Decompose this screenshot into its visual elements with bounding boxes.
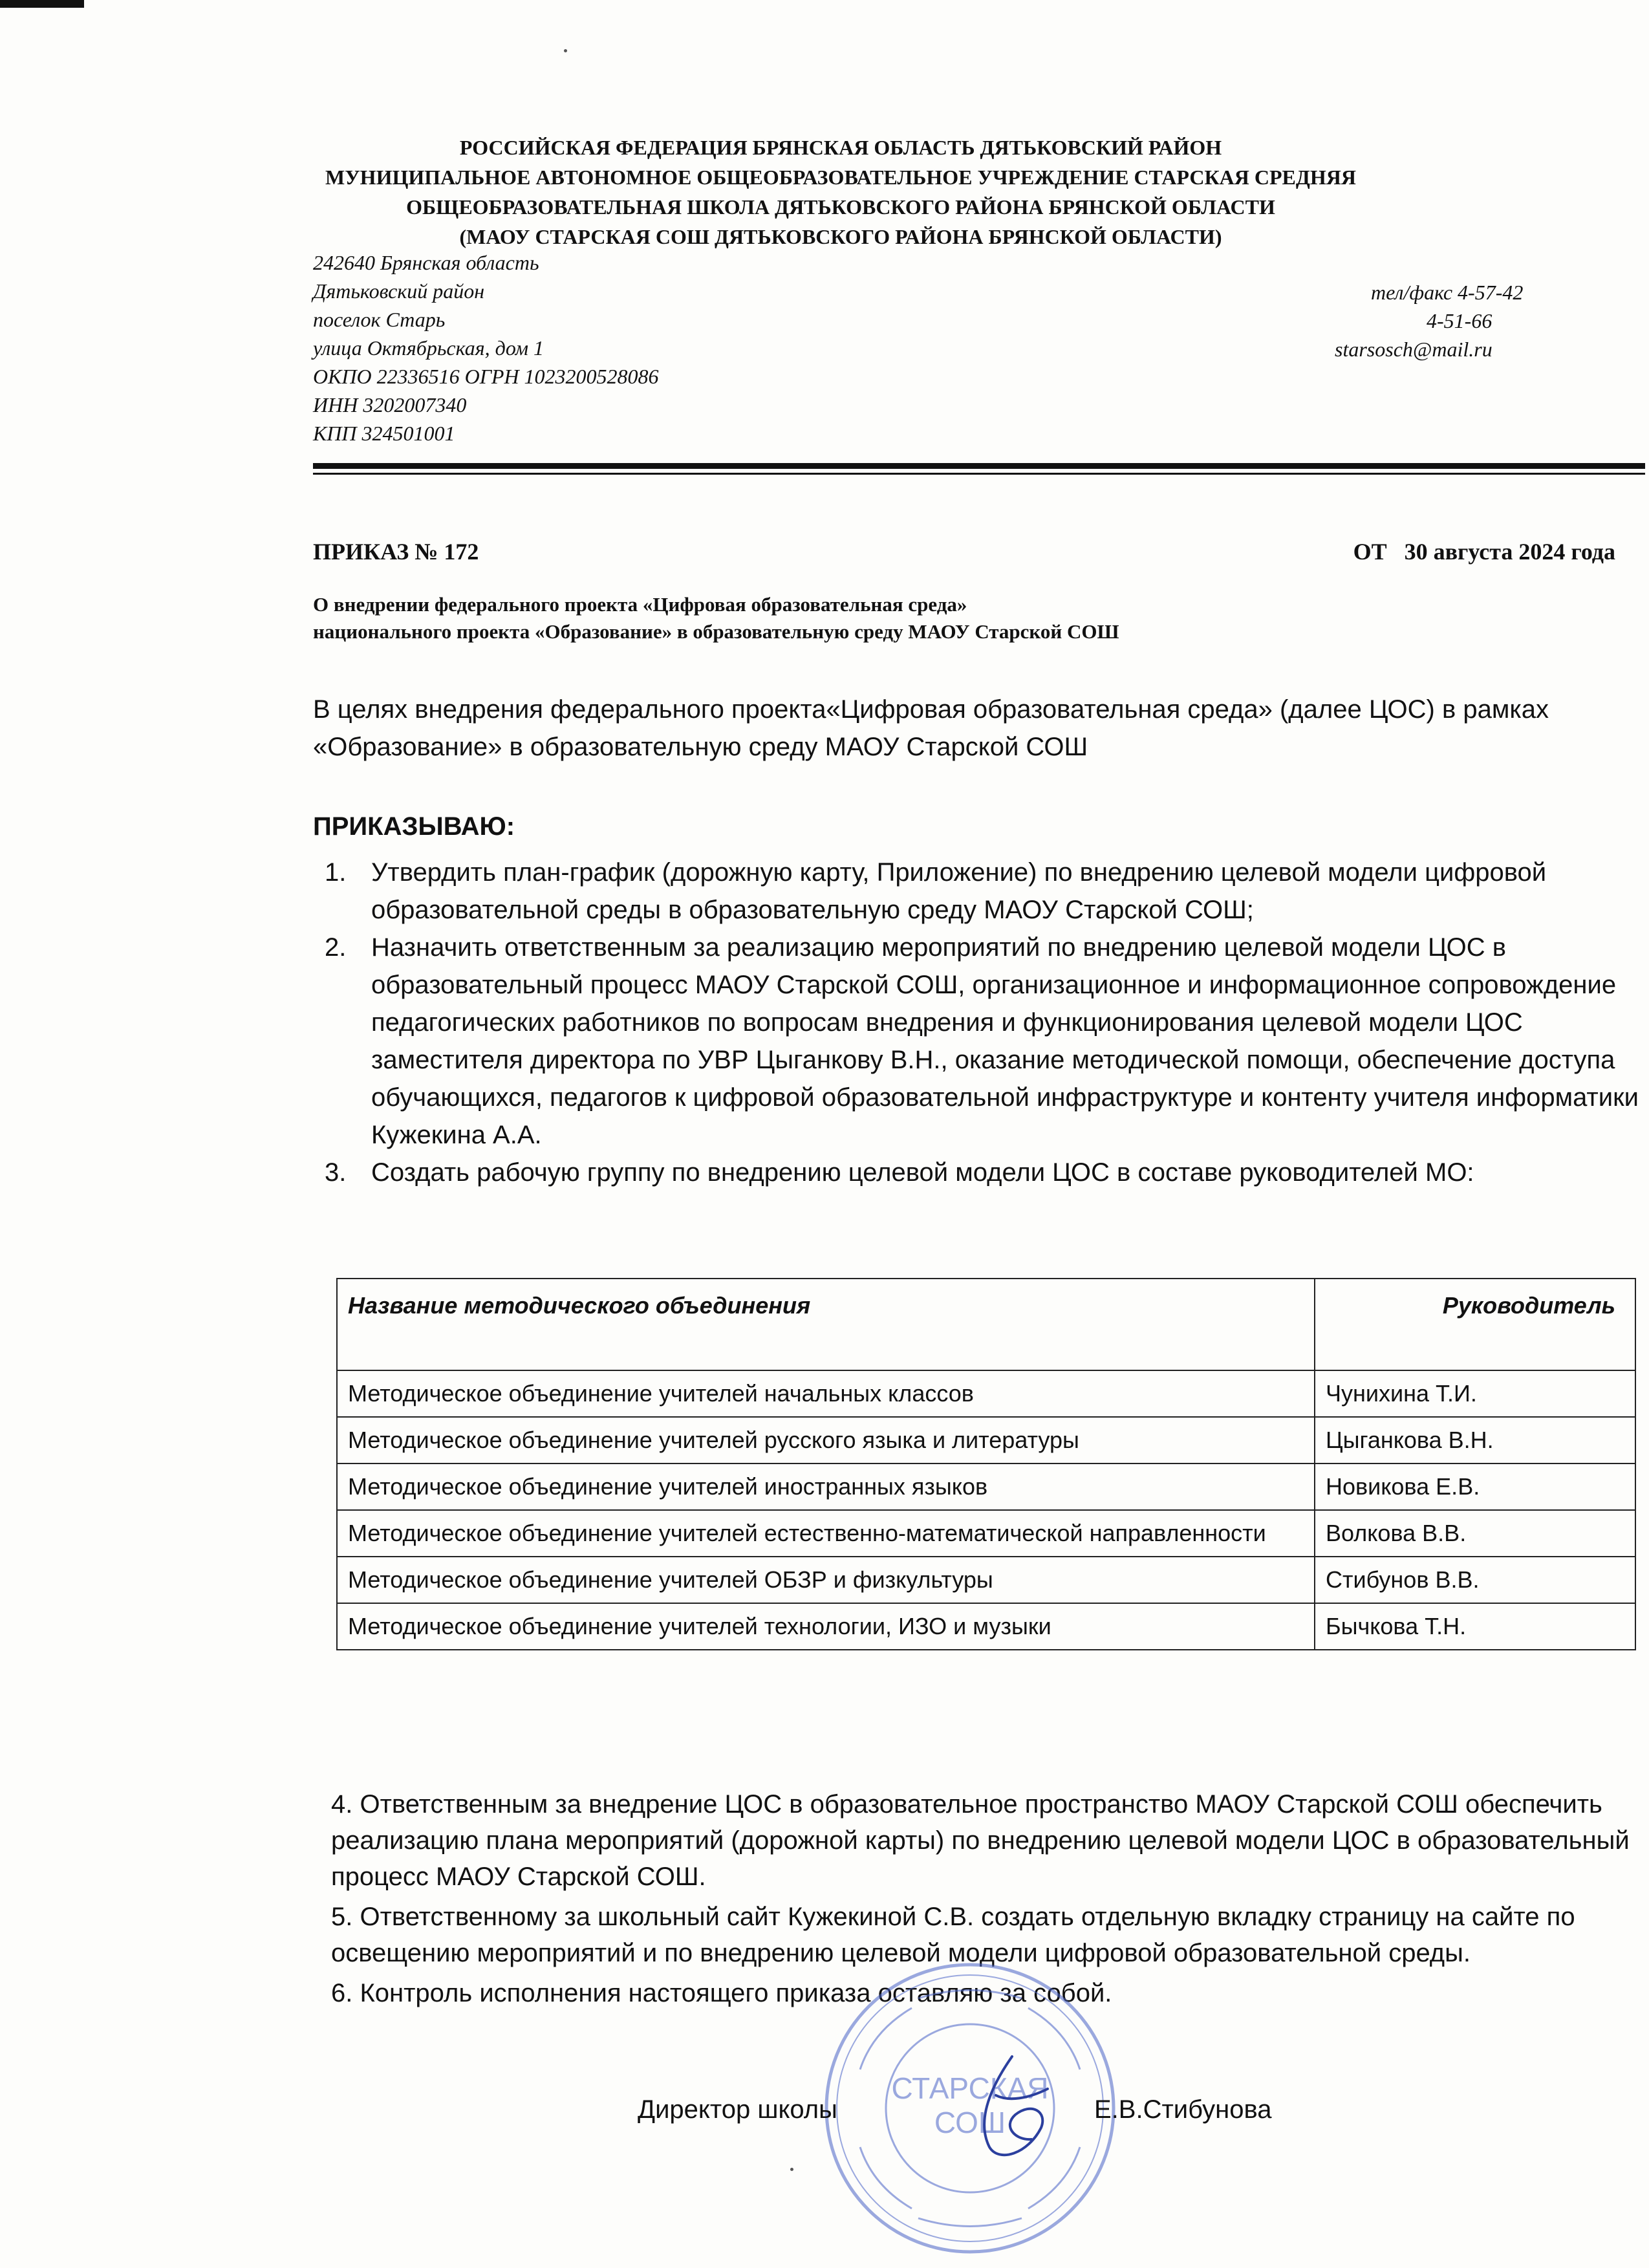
- address-line: поселок Старь: [313, 308, 446, 331]
- header-rule-thick: [313, 463, 1645, 469]
- address-line: улица Октябрьская, дом 1: [313, 336, 544, 360]
- contact-block: [1319, 278, 1591, 363]
- address-line: ОКПО 22336516 ОГРН 1023200528086: [313, 365, 659, 388]
- table-row: [337, 1557, 1635, 1603]
- item-number: 3.: [325, 1158, 347, 1187]
- order-number: ПРИКАЗ № 172: [313, 539, 479, 565]
- table-row: [337, 1463, 1635, 1510]
- letterhead-line: (МАОУ СТАРСКАЯ СОШ ДЯТЬКОВСКОГО РАЙОНА БРЯНСКОЙ ОБЛАСТИ): [459, 225, 1222, 248]
- signer-role: Директор школы: [638, 2095, 837, 2124]
- address-line: КПП 324501001: [313, 422, 455, 445]
- seal-text: СТАРСКАЯ: [891, 2071, 1049, 2105]
- phone-secondary: 4-51-66: [1427, 309, 1493, 332]
- scan-corner-mark: [0, 0, 84, 8]
- order-heading: ПРИКАЗЫВАЮ:: [313, 812, 515, 841]
- column-header-mo: Название методического объединения: [337, 1279, 1315, 1370]
- leader-cell: Волкова В.В.: [1315, 1510, 1635, 1557]
- letterhead: [246, 133, 1436, 252]
- address-line: 242640 Брянская область: [313, 251, 539, 274]
- item-text: Создать рабочую группу по внедрению целевой модели ЦОС в составе руководителей МО:: [371, 1158, 1474, 1187]
- scan-speck: [564, 49, 567, 52]
- order-item: [313, 929, 1645, 1154]
- address-line: ИНН 3202007340: [313, 393, 467, 416]
- order-item-5: 5. Ответственному за школьный сайт Кужекиной С.В. создать отдельную вкладку страницу на сайте по освещению мероприятий и по внедрению целевой модели цифровой образовательной среды.: [331, 1903, 1575, 1967]
- leader-cell: Цыганкова В.Н.: [1315, 1417, 1635, 1463]
- order-item: [313, 854, 1645, 929]
- leader-cell: Новикова Е.В.: [1315, 1463, 1635, 1510]
- signer-name: Е.В.Стибунова: [1094, 2095, 1272, 2124]
- intro-paragraph: В целях внедрения федерального проекта«Цифровая образовательная среда» (далее ЦОС) в рамках «Образование» в образовательную среду МАОУ Старской СОШ: [313, 695, 1549, 761]
- letterhead-line: МУНИЦИПАЛЬНОЕ АВТОНОМНОЕ ОБЩЕОБРАЗОВАТЕЛЬНОЕ УЧРЕЖДЕНИЕ СТАРСКАЯ СРЕДНЯЯ: [325, 166, 1356, 189]
- leader-cell: Чунихина Т.И.: [1315, 1370, 1635, 1417]
- item-text: Утвердить план-график (дорожную карту, Приложение) по внедрению целевой модели цифровой образовательной среды в образовательную среду МАОУ Старской СОШ;: [371, 858, 1547, 924]
- table-row: [337, 1510, 1635, 1557]
- table-header-row: [337, 1279, 1635, 1370]
- order-item: [313, 1154, 1645, 1191]
- order-item-6: 6. Контроль исполнения настоящего приказа оставляю за собой.: [331, 1979, 1112, 2007]
- leader-cell: Стибунов В.В.: [1315, 1557, 1635, 1603]
- header-rule-thin: [313, 473, 1645, 475]
- leader-cell: Бычкова Т.Н.: [1315, 1603, 1635, 1650]
- table-row: [337, 1603, 1635, 1650]
- mo-name-cell: Методическое объединение учителей технологии, ИЗО и музыки: [337, 1603, 1315, 1650]
- table-row: [337, 1370, 1635, 1417]
- order-date: ОТ 30 августа 2024 года: [1353, 539, 1615, 565]
- subject-line: национального проекта «Образование» в образовательную среду МАОУ Старской СОШ: [313, 620, 1119, 643]
- order-subject: [313, 591, 1542, 645]
- order-items: [313, 854, 1645, 1191]
- mo-name-cell: Методическое объединение учителей естественно-математической направленности: [337, 1510, 1315, 1557]
- working-group-table: [336, 1278, 1636, 1650]
- postal-address: [313, 248, 659, 448]
- mo-name-cell: Методическое объединение учителей иностранных языков: [337, 1463, 1315, 1510]
- item-number: 1.: [325, 858, 347, 887]
- letterhead-line: РОССИЙСКАЯ ФЕДЕРАЦИЯ БРЯНСКАЯ ОБЛАСТЬ ДЯТЬКОВСКИЙ РАЙОН: [459, 136, 1222, 159]
- address-line: Дятьковский район: [313, 279, 485, 303]
- item-number: 2.: [325, 933, 347, 962]
- subject-line: О внедрении федерального проекта «Цифровая образовательная среда»: [313, 593, 967, 616]
- seal-text: СОШ: [934, 2106, 1006, 2139]
- email: starsosch@mail.ru: [1335, 338, 1493, 361]
- order-item-4: 4. Ответственным за внедрение ЦОС в образовательное пространство МАОУ Старской СОШ обеспечить реализацию плана мероприятий (дорожной карты) по внедрению целевой модели ЦОС в образовательный процесс МАОУ Старской СОШ.: [331, 1790, 1630, 1891]
- column-header-leader: Руководитель: [1315, 1279, 1635, 1370]
- scan-speck: [790, 2168, 793, 2171]
- table-row: [337, 1417, 1635, 1463]
- mo-name-cell: Методическое объединение учителей русского языка и литературы: [337, 1417, 1315, 1463]
- director-signature: [951, 2050, 1067, 2166]
- mo-name-cell: Методическое объединение учителей начальных классов: [337, 1370, 1315, 1417]
- letterhead-line: ОБЩЕОБРАЗОВАТЕЛЬНАЯ ШКОЛА ДЯТЬКОВСКОГО РАЙОНА БРЯНСКОЙ ОБЛАСТИ: [406, 195, 1275, 219]
- item-text: Назначить ответственным за реализацию мероприятий по внедрению целевой модели ЦОС в образовательный процесс МАОУ Старской СОШ, организационное и информационное сопровождение педагогических работников по вопросам внедрения и функционирования целевой модели ЦОС заместителя директора по УВР Цыганкову В.Н., оказание методической помощи, обеспечение доступа обучающихся, педагогов к цифровой образовательной инфраструктуре и контенту учителя информатики Кужекина А.А.: [371, 933, 1639, 1149]
- phone-fax: тел/факс 4-57-42: [1371, 281, 1524, 304]
- mo-name-cell: Методическое объединение учителей ОБЗР и физкультуры: [337, 1557, 1315, 1603]
